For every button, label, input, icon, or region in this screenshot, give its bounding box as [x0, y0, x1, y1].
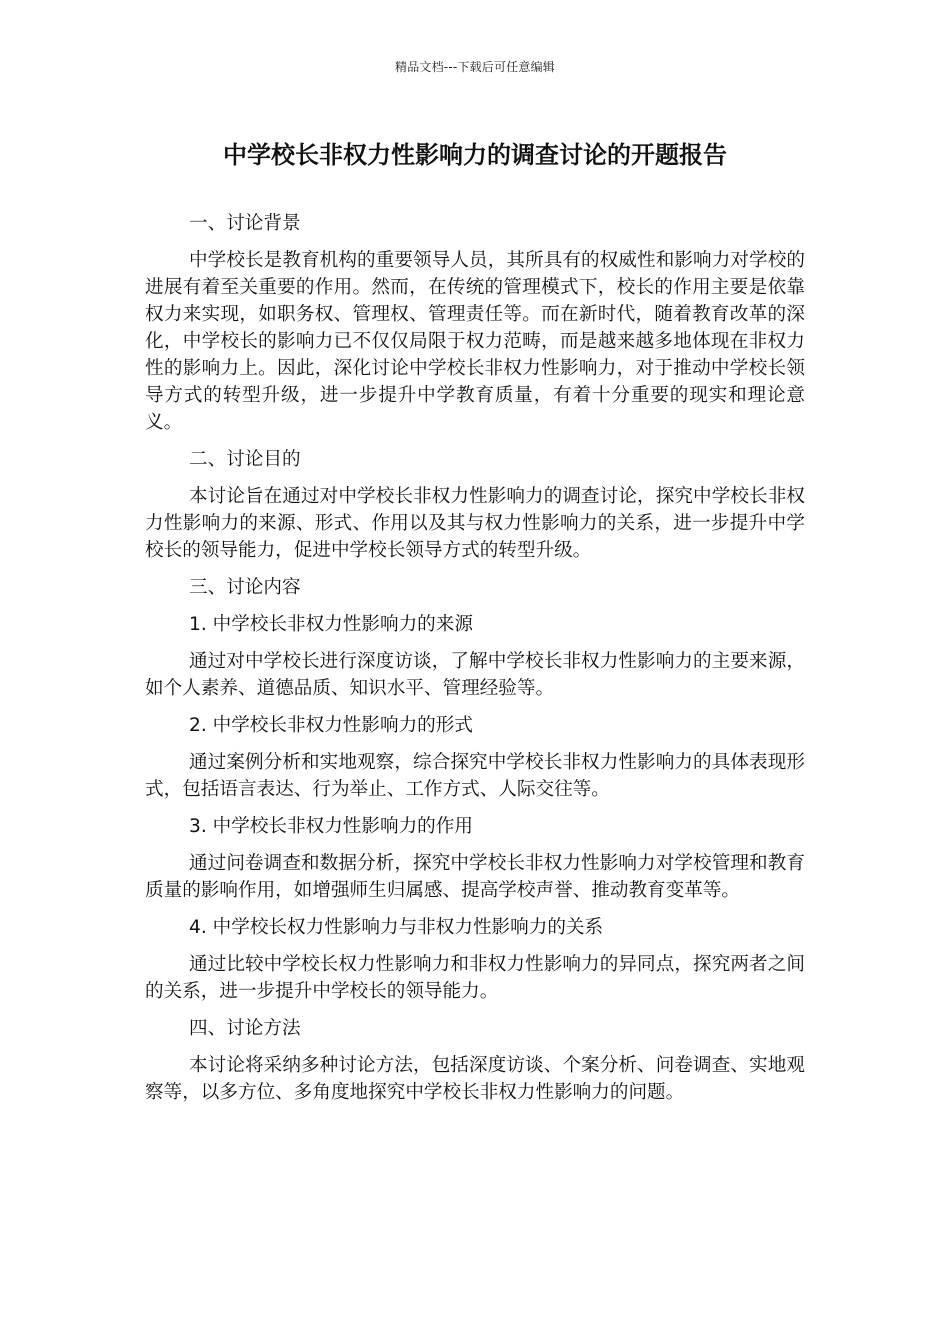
subsection-heading-effects: 3. 中学校长非权力性影响力的作用: [189, 816, 473, 837]
subsection-heading-sources: 1. 中学校长非权力性影响力的来源: [189, 614, 473, 635]
paragraph-effects: 通过问卷调查和数据分析，探究中学校长非权力性影响力对学校管理和教育质量的影响作用，如增强师生归属感、提高学校声誉、推动教育变革等。: [145, 853, 805, 901]
paragraph-sources: 通过对中学校长进行深度访谈，了解中学校长非权力性影响力的主要来源，如个人素养、道德品质、知识水平、管理经验等。: [145, 651, 805, 699]
paragraph-purpose: 本讨论旨在通过对中学校长非权力性影响力的调查讨论，探究中学校长非权力性影响力的来源、形式、作用以及其与权力性影响力的关系，进一步提升中学校长的领导能力，促进中学校长领导方式的转型升级。: [145, 486, 805, 561]
subsection-heading-relationship: 4. 中学校长权力性影响力与非权力性影响力的关系: [189, 917, 604, 938]
section-heading-content: 三、讨论内容: [189, 577, 301, 598]
page-header-note: 精品文档---下载后可任意编辑: [395, 60, 555, 74]
paragraph-forms: 通过案例分析和实地观察，综合探究中学校长非权力性影响力的具体表现形式，包括语言表达、行为举止、工作方式、人际交往等。: [145, 752, 805, 800]
paragraph-background: 中学校长是教育机构的重要领导人员，其所具有的权威性和影响力对学校的进展有着至关重要的作用。然而，在传统的管理模式下，校长的作用主要是依靠权力来实现，如职务权、管理权、管理责任等。而在新时代，随着教育改革的深化，中学校长的影响力已不仅仅局限于权力范畴，而是越来越多地体现在非权力性的影响力上。因此，深化讨论中学校长非权力性影响力，对于推动中学校长领导方式的转型升级，进一步提升中学教育质量，有着十分重要的现实和理论意义。: [145, 250, 805, 433]
section-heading-purpose: 二、讨论目的: [189, 449, 301, 470]
document-title: 中学校长非权力性影响力的调查讨论的开题报告: [223, 141, 727, 169]
section-heading-methods: 四、讨论方法: [189, 1018, 301, 1039]
section-heading-background: 一、讨论背景: [189, 213, 301, 234]
subsection-heading-forms: 2. 中学校长非权力性影响力的形式: [189, 715, 473, 736]
paragraph-relationship: 通过比较中学校长权力性影响力和非权力性影响力的异同点，探究两者之间的关系，进一步提升中学校长的领导能力。: [145, 954, 805, 1002]
document-body: [145, 210, 805, 1116]
paragraph-methods: 本讨论将采纳多种讨论方法，包括深度访谈、个案分析、问卷调查、实地观察等，以多方位、多角度地探究中学校长非权力性影响力的问题。: [145, 1055, 805, 1103]
